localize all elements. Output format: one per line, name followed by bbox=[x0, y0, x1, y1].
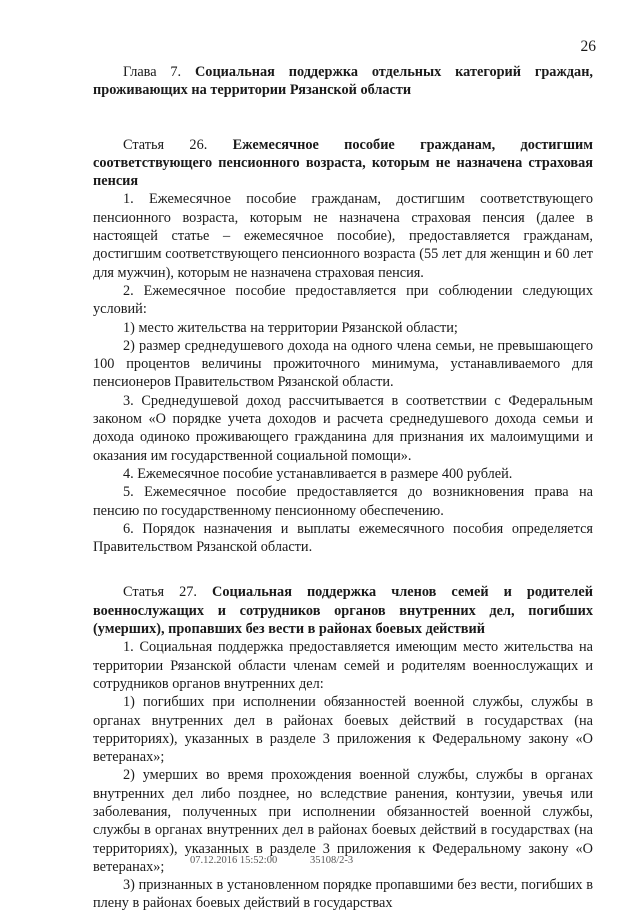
article-27-paragraph: 2) умерших во время прохождения военной службы, службы в органах внутренних дел либо позднее, но вследствие ранения, контузии, увечья или заболевания, полученных при исполнении обязанностей военной службы, службы в органах внутренних дел в районах боевых действий в государствах (на территориях), указанных в разделе 3 приложения к Федеральному закону «О ветеранах»; bbox=[93, 767, 593, 875]
footer-document-code: 35108/2-3 bbox=[310, 855, 354, 866]
article-26-paragraph: 2. Ежемесячное пособие предоставляется при соблюдении следующих условий: bbox=[93, 282, 593, 318]
article-27-title: Социальная поддержка членов семей и родителей военнослужащих и сотрудников органов внутренних дел, погибших (умерших), пропавших без вести в районах боевых действий bbox=[93, 584, 594, 638]
chapter-heading bbox=[93, 63, 593, 100]
document-body bbox=[93, 63, 593, 913]
chapter-title: Социальная поддержка отдельных категорий граждан, проживающих на территории Рязанской области bbox=[93, 64, 594, 99]
article-26-paragraph: 1) место жительства на территории Рязанской области; bbox=[123, 319, 458, 336]
article-27-paragraph: 1) погибших при исполнении обязанностей военной службы, службы в органах внутренних дел в районах боевых действий в государствах (на территориях), указанных в разделе 3 приложения к Федеральному закону «О ветеранах»; bbox=[93, 694, 593, 766]
article-26-paragraph: 5. Ежемесячное пособие предоставляется до возникновения права на пенсию по государственному пенсионному обеспечению. bbox=[93, 484, 593, 519]
article-26-paragraph: 1. Ежемесячное пособие гражданам, достигшим соответствующего пенсионного возраста, которым не назначена страховая пенсия (далее в настоящей статье – ежемесячное пособие), предоставляется гражданам, достигшим соответствующего пенсионного возраста (55 лет для женщин и 60 лет для мужчин), которым не назначена страховая пенсия. bbox=[93, 191, 593, 281]
article-26-paragraph: 2) размер среднедушевого дохода на одного члена семьи, не превышающего 100 процентов величины прожиточного минимума, устанавливаемого для пенсионеров Правительством Рязанской области. bbox=[93, 337, 593, 391]
page-number: 26 bbox=[580, 38, 596, 55]
article-26-paragraph: 4. Ежемесячное пособие устанавливается в размере 400 рублей. bbox=[123, 465, 513, 482]
article-27-paragraph: 1. Социальная поддержка предоставляется имеющим место жительства на территории Рязанской области членам семей и родителям военнослужащих и сотрудников органов внутренних дел: bbox=[93, 639, 593, 692]
article-26-title: Ежемесячное пособие гражданам, достигшим соответствующего пенсионного возраста, которым не назначена страховая пенсия bbox=[93, 136, 594, 190]
article-26-paragraph: 3. Среднедушевой доход рассчитывается в соответствии с Федеральным законом «О порядке учета доходов и расчета среднедушевого дохода семьи и дохода одиноко проживающего гражданина для признания их малоимущими и оказания им государственной социальной помощи». bbox=[93, 392, 593, 464]
article-spacer bbox=[93, 556, 593, 583]
article-27-heading bbox=[93, 583, 593, 638]
article-26-prefix: Статья 26. bbox=[123, 136, 233, 153]
article-26-paragraph: 6. Порядок назначения и выплаты ежемесячного пособия определяется Правительством Рязанской области. bbox=[93, 520, 593, 556]
article-26-heading bbox=[93, 136, 593, 191]
chapter-prefix: Глава 7. bbox=[123, 64, 195, 80]
article-27-paragraph: 3) признанных в установленном порядке пропавшими без вести, погибших в плену в районах боевых действий в государствах bbox=[93, 877, 593, 912]
article-27-prefix: Статья 27. bbox=[123, 584, 212, 601]
footer-timestamp: 07.12.2016 15:52:00 bbox=[190, 855, 278, 866]
